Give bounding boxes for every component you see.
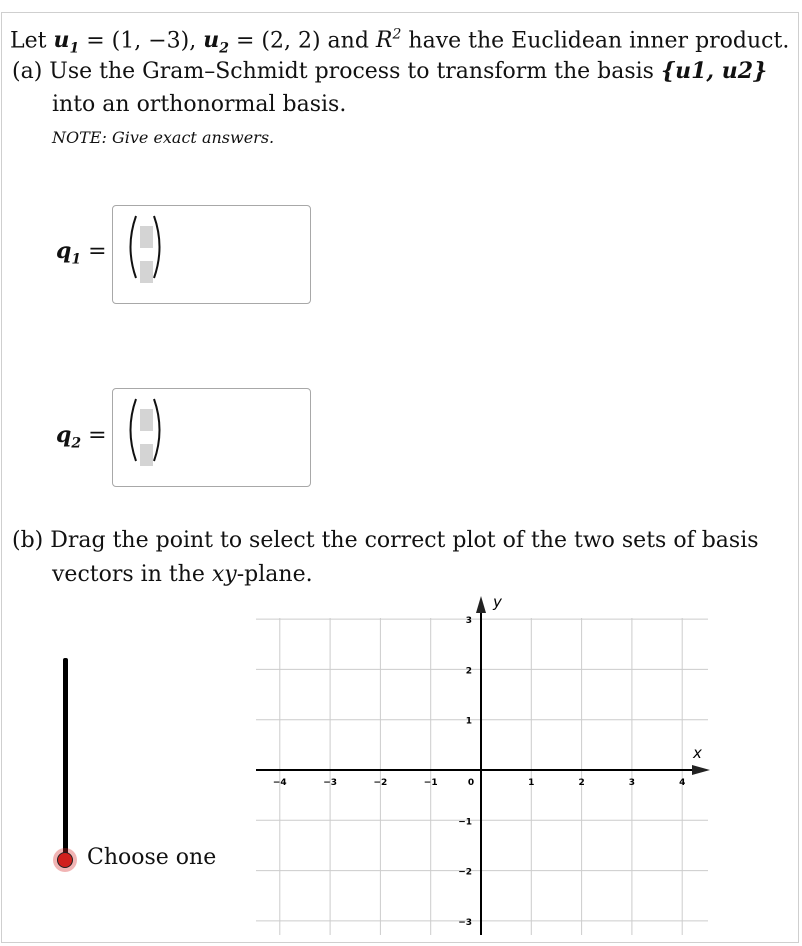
part-a-text: Use the Gram–Schmidt process to transform the basis: [42, 59, 661, 84]
slider-label: Choose one: [87, 845, 217, 870]
y-tick-label: −1: [458, 817, 472, 828]
note-text: NOTE: Give exact answers.: [52, 128, 275, 147]
y-tick-label: −3: [458, 917, 472, 928]
x-tick-label: 4: [679, 778, 686, 788]
y-axis-arrow-icon: [476, 596, 486, 613]
x-tick-label: 2: [578, 778, 585, 788]
u2-value: = (2, 2): [228, 28, 321, 54]
left-paren-icon: [123, 214, 139, 280]
x-axis-arrow-icon: [692, 765, 710, 775]
right-paren-icon: [151, 214, 167, 280]
q2-label: $q_2$ =: [56, 422, 107, 452]
u1-value: = (1, −3),: [79, 28, 197, 54]
x-tick-label: −1: [423, 778, 438, 788]
part-b-label: (b): [12, 528, 44, 553]
right-paren-icon: [151, 397, 167, 463]
y-tick-label: 2: [465, 666, 472, 677]
tick-labels: [273, 616, 685, 928]
x-tick-label: 1: [528, 778, 535, 788]
part-b-line-2: vectors in the xy-plane.: [52, 562, 313, 587]
part-b-text: Drag the point to select the correct plot of the two sets of basis: [43, 528, 759, 553]
part-a-label: (a): [12, 59, 43, 84]
x-axis-label: x: [693, 744, 702, 762]
and-text: and: [320, 28, 376, 54]
q1-label: $q_1$ =: [56, 238, 107, 268]
space-symbol: $R^2$: [375, 27, 402, 54]
slider-handle[interactable]: [57, 852, 73, 868]
left-paren-icon: [123, 397, 139, 463]
axes: [256, 596, 710, 935]
coordinate-plane[interactable]: [250, 590, 720, 940]
q2-answer-box[interactable]: [112, 388, 311, 487]
x-tick-label: 0: [467, 778, 475, 788]
y-tick-label: 3: [465, 616, 472, 627]
q1-answer-box[interactable]: [112, 205, 311, 304]
part-a-line-1: [12, 57, 767, 86]
u2-symbol: $u_2$: [203, 27, 229, 57]
basis-set: {u1, u2}: [660, 58, 768, 84]
y-axis-label: y: [493, 593, 502, 611]
part-a-line-2: into an orthonormal basis.: [52, 92, 347, 117]
y-tick-label: 1: [465, 716, 472, 727]
y-tick-label: −2: [458, 867, 472, 878]
u1-symbol: $u_1$: [53, 27, 80, 57]
choice-slider-track[interactable]: [63, 658, 68, 860]
x-tick-label: −3: [323, 778, 338, 788]
part-b-line-1: [12, 527, 759, 555]
let-text: Let: [10, 28, 47, 54]
x-tick-label: 3: [628, 778, 636, 788]
x-tick-label: −2: [373, 778, 388, 788]
inner-product-text: have the Euclidean inner product.: [401, 28, 790, 54]
x-tick-label: −4: [272, 778, 287, 788]
